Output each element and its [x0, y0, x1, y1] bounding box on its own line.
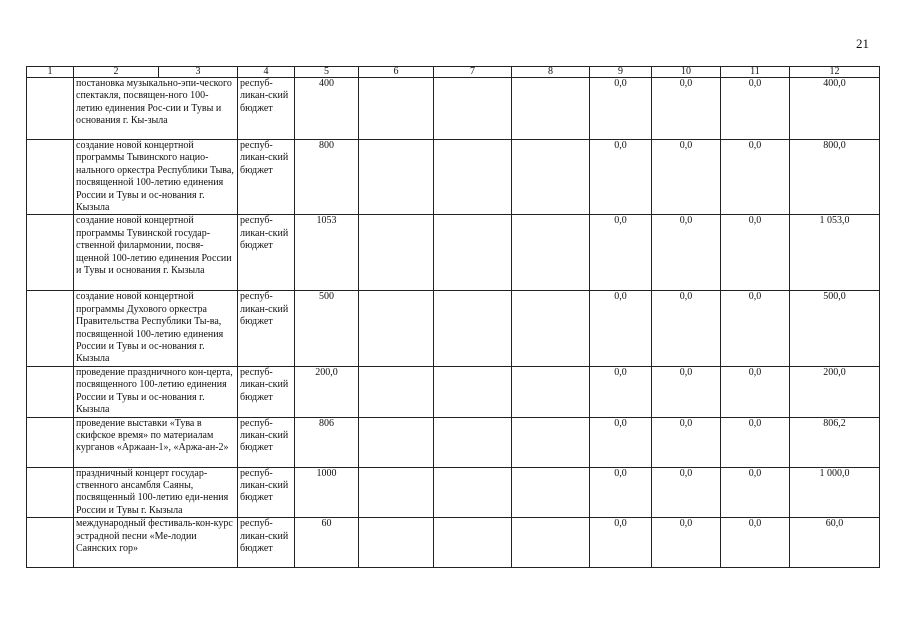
cell-empty	[27, 366, 74, 417]
cell-event-name: международный фестиваль-кон-курс эстрадной песни «Ме-лодии Саянских гор»	[74, 518, 238, 568]
column-number-row	[27, 67, 880, 78]
cell-value: 200,0	[790, 366, 880, 417]
cell-event-name: проведение выставки «Тува в скифское время» по материалам курганов «Аржаан-1», «Аржа-ан-2»	[74, 417, 238, 467]
table-row	[27, 291, 880, 366]
table-row	[27, 215, 880, 291]
cell-total: 500	[295, 291, 359, 366]
cell-value: 0,0	[721, 518, 790, 568]
cell-empty	[359, 417, 434, 467]
cell-empty	[512, 467, 590, 518]
cell-total: 806	[295, 417, 359, 467]
cell-total: 60	[295, 518, 359, 568]
cell-value: 0,0	[652, 366, 721, 417]
cell-empty	[434, 215, 512, 291]
table-row	[27, 467, 880, 518]
cell-value: 800,0	[790, 140, 880, 215]
cell-empty	[27, 78, 74, 140]
cell-funding-source: респуб-ликан-ский бюджет	[238, 215, 295, 291]
cell-value: 0,0	[721, 215, 790, 291]
cell-value: 0,0	[590, 140, 652, 215]
cell-empty	[27, 467, 74, 518]
cell-value: 0,0	[652, 467, 721, 518]
cell-empty	[359, 366, 434, 417]
cell-empty	[434, 291, 512, 366]
column-header: 9	[590, 67, 652, 78]
cell-event-name: праздничный концерт государ-ственного ансамбля Саяны, посвященный 100-летию еди-нения России и Тувы г. Кызыла	[74, 467, 238, 518]
cell-empty	[27, 518, 74, 568]
cell-empty	[512, 417, 590, 467]
cell-funding-source: респуб-ликан-ский бюджет	[238, 417, 295, 467]
cell-funding-source: респуб-ликан-ский бюджет	[238, 291, 295, 366]
cell-empty	[27, 291, 74, 366]
cell-value: 0,0	[652, 417, 721, 467]
cell-total: 1053	[295, 215, 359, 291]
table-row	[27, 78, 880, 140]
cell-value: 1 053,0	[790, 215, 880, 291]
column-header: 2	[74, 67, 159, 78]
cell-value: 0,0	[590, 518, 652, 568]
cell-empty	[512, 291, 590, 366]
cell-funding-source: респуб-ликан-ский бюджет	[238, 140, 295, 215]
cell-empty	[434, 417, 512, 467]
column-header: 4	[238, 67, 295, 78]
cell-empty	[512, 78, 590, 140]
cell-value: 0,0	[652, 291, 721, 366]
cell-value: 1 000,0	[790, 467, 880, 518]
cell-value: 500,0	[790, 291, 880, 366]
column-header: 6	[359, 67, 434, 78]
column-header: 8	[512, 67, 590, 78]
column-header: 10	[652, 67, 721, 78]
cell-total: 200,0	[295, 366, 359, 417]
cell-value: 0,0	[652, 215, 721, 291]
cell-value: 0,0	[721, 366, 790, 417]
cell-event-name: проведение праздничного кон-церта, посвященного 100-летию единения России и Тувы и ос-нования г. Кызыла	[74, 366, 238, 417]
cell-value: 60,0	[790, 518, 880, 568]
cell-value: 0,0	[721, 291, 790, 366]
column-header: 3	[159, 67, 238, 78]
cell-event-name: постановка музыкально-эпи-ческого спектакля, посвящен-ного 100-летию единения Рос-сии и Тувы и основания г. Кы-зыла	[74, 78, 238, 140]
cell-event-name: создание новой концертной программы Тывинского нацио-нального оркестра Республики Тыва, посвященной 100-летию единения России и Тувы и ос-нования г. Кызыла	[74, 140, 238, 215]
cell-value: 0,0	[721, 467, 790, 518]
cell-value: 0,0	[590, 78, 652, 140]
cell-value: 0,0	[590, 467, 652, 518]
cell-empty	[434, 140, 512, 215]
cell-empty	[359, 140, 434, 215]
column-header: 12	[790, 67, 880, 78]
table-row	[27, 140, 880, 215]
cell-total: 400	[295, 78, 359, 140]
cell-funding-source: респуб-ликан-ский бюджет	[238, 366, 295, 417]
column-header: 1	[27, 67, 74, 78]
table-row	[27, 366, 880, 417]
cell-total: 1000	[295, 467, 359, 518]
table-row	[27, 417, 880, 467]
table-row	[27, 518, 880, 568]
cell-value: 0,0	[652, 518, 721, 568]
cell-event-name: создание новой концертной программы Тувинской государ-ственной филармонии, посвя-щенной 100-летию единения России и Тувы и основания г. Кызыла	[74, 215, 238, 291]
cell-value: 0,0	[721, 417, 790, 467]
cell-empty	[434, 366, 512, 417]
column-header: 5	[295, 67, 359, 78]
cell-value: 0,0	[721, 78, 790, 140]
cell-funding-source: респуб-ликан-ский бюджет	[238, 467, 295, 518]
budget-table	[26, 66, 880, 568]
cell-value: 400,0	[790, 78, 880, 140]
cell-value: 0,0	[590, 215, 652, 291]
cell-value: 0,0	[590, 366, 652, 417]
cell-empty	[359, 215, 434, 291]
cell-funding-source: респуб-ликан-ский бюджет	[238, 78, 295, 140]
cell-empty	[512, 140, 590, 215]
cell-empty	[434, 78, 512, 140]
cell-empty	[512, 518, 590, 568]
column-header: 11	[721, 67, 790, 78]
cell-total: 800	[295, 140, 359, 215]
page-number: 21	[856, 36, 869, 51]
cell-empty	[512, 215, 590, 291]
cell-empty	[27, 417, 74, 467]
column-header: 7	[434, 67, 512, 78]
cell-empty	[359, 78, 434, 140]
cell-empty	[359, 467, 434, 518]
cell-empty	[434, 518, 512, 568]
cell-value: 0,0	[652, 78, 721, 140]
cell-value: 0,0	[721, 140, 790, 215]
cell-empty	[512, 366, 590, 417]
cell-funding-source: респуб-ликан-ский бюджет	[238, 518, 295, 568]
cell-value: 0,0	[590, 291, 652, 366]
cell-empty	[27, 140, 74, 215]
cell-empty	[27, 215, 74, 291]
cell-empty	[359, 291, 434, 366]
cell-empty	[359, 518, 434, 568]
cell-value: 806,2	[790, 417, 880, 467]
cell-empty	[434, 467, 512, 518]
cell-value: 0,0	[652, 140, 721, 215]
cell-event-name: создание новой концертной программы Духового оркестра Правительства Республики Ты-ва, посвященной 100-летию единения России и Тувы и ос-нования г. Кызыла	[74, 291, 238, 366]
cell-value: 0,0	[590, 417, 652, 467]
